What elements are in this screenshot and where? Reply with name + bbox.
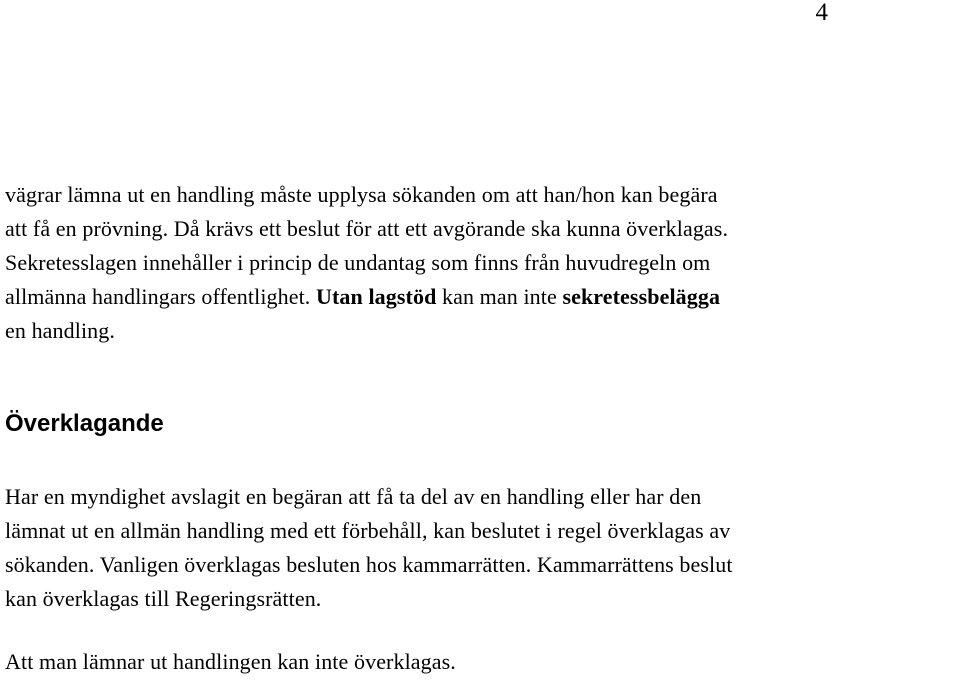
text-line: lämnat ut en allmän handling med ett förbehåll, kan beslutet i regel överklagas av xyxy=(5,518,731,543)
paragraph-no-appeal xyxy=(5,645,955,679)
text-line: Att man lämnar ut handlingen kan inte överklagas. xyxy=(5,649,456,674)
text-line: vägrar lämna ut en handling måste upplysa sökanden om att han/hon kan begära xyxy=(5,182,718,207)
text-run: kan man inte xyxy=(436,284,563,309)
paragraph-appeal-right xyxy=(5,178,955,348)
section-heading: Överklagande xyxy=(5,410,164,437)
page-number: 4 xyxy=(815,0,828,26)
text-line: Har en myndighet avslagit en begäran att få ta del av en handling eller har den xyxy=(5,484,702,509)
text-line: att få en prövning. Då krävs ett beslut för att ett avgörande ska kunna överklagas. xyxy=(5,216,729,241)
text-line xyxy=(5,280,955,314)
text-line: sökanden. Vanligen överklagas besluten hos kammarrätten. Kammarrättens beslut xyxy=(5,552,733,577)
paragraph-appeal-process xyxy=(5,480,955,616)
text-line: en handling. xyxy=(5,318,115,343)
text-line: Sekretesslagen innehåller i princip de undantag som finns från huvudregeln om xyxy=(5,250,711,275)
text-run: allmänna handlingars offentlighet. xyxy=(5,284,317,309)
text-line: kan överklagas till Regeringsrätten. xyxy=(5,586,322,611)
bold-text-legal-support: Utan lagstöd xyxy=(316,284,437,309)
bold-text-classify-secret: sekretessbelägga xyxy=(562,284,721,309)
